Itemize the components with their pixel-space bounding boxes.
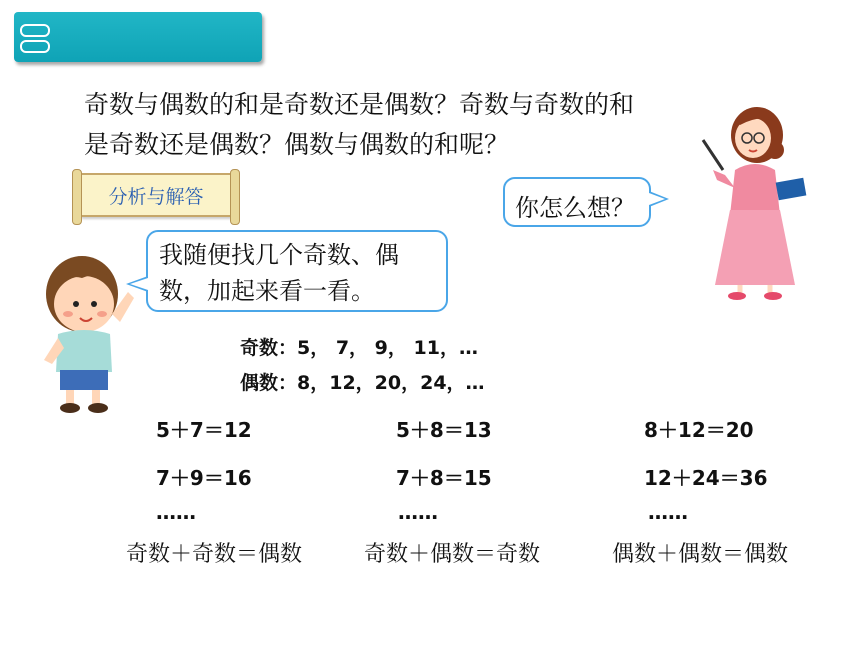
question-text xyxy=(84,85,724,165)
analysis-tag-label: 分析与解答 xyxy=(108,186,204,208)
teacher-speech-bubble xyxy=(503,177,651,227)
equation: 7＋8＝15 xyxy=(396,466,492,490)
conclusion-odd-even: 奇数＋偶数＝奇数 xyxy=(364,542,541,567)
question-line-2: 是奇数还是偶数？偶数与偶数的和呢？ xyxy=(84,130,510,159)
even-number-list: 偶数：8，12，20，24，… xyxy=(240,372,485,394)
boy-speech-line-2: 数，加起来看一看。 xyxy=(159,277,375,305)
binder-ring-icon xyxy=(20,40,50,53)
equation: 7＋9＝16 xyxy=(156,466,252,490)
teacher-speech-text: 你怎么想？ xyxy=(515,194,635,222)
ellipsis: …… xyxy=(156,500,196,524)
boy-illustration xyxy=(32,252,137,417)
header-bar xyxy=(14,12,262,62)
boy-speech-text xyxy=(159,237,444,309)
equation: 5＋8＝13 xyxy=(396,418,492,442)
equation: 12＋24＝36 xyxy=(644,466,768,490)
question-line-1: 奇数与偶数的和是奇数还是偶数？奇数与奇数的和 xyxy=(84,90,635,119)
odd-number-list: 奇数：5， 7， 9， 11，… xyxy=(240,337,478,359)
equation: 8＋12＝20 xyxy=(644,418,754,442)
equation: 5＋7＝12 xyxy=(156,418,252,442)
boy-speech-line-1: 我随便找几个奇数、偶 xyxy=(159,241,399,269)
teacher-illustration xyxy=(695,100,815,300)
conclusion-odd-odd: 奇数＋奇数＝偶数 xyxy=(126,542,303,567)
ellipsis: …… xyxy=(648,500,688,524)
analysis-tag xyxy=(78,173,234,217)
conclusion-even-even: 偶数＋偶数＝偶数 xyxy=(612,542,789,567)
boy-speech-bubble xyxy=(146,230,448,312)
binder-ring-icon xyxy=(20,24,50,37)
ellipsis: …… xyxy=(398,500,438,524)
